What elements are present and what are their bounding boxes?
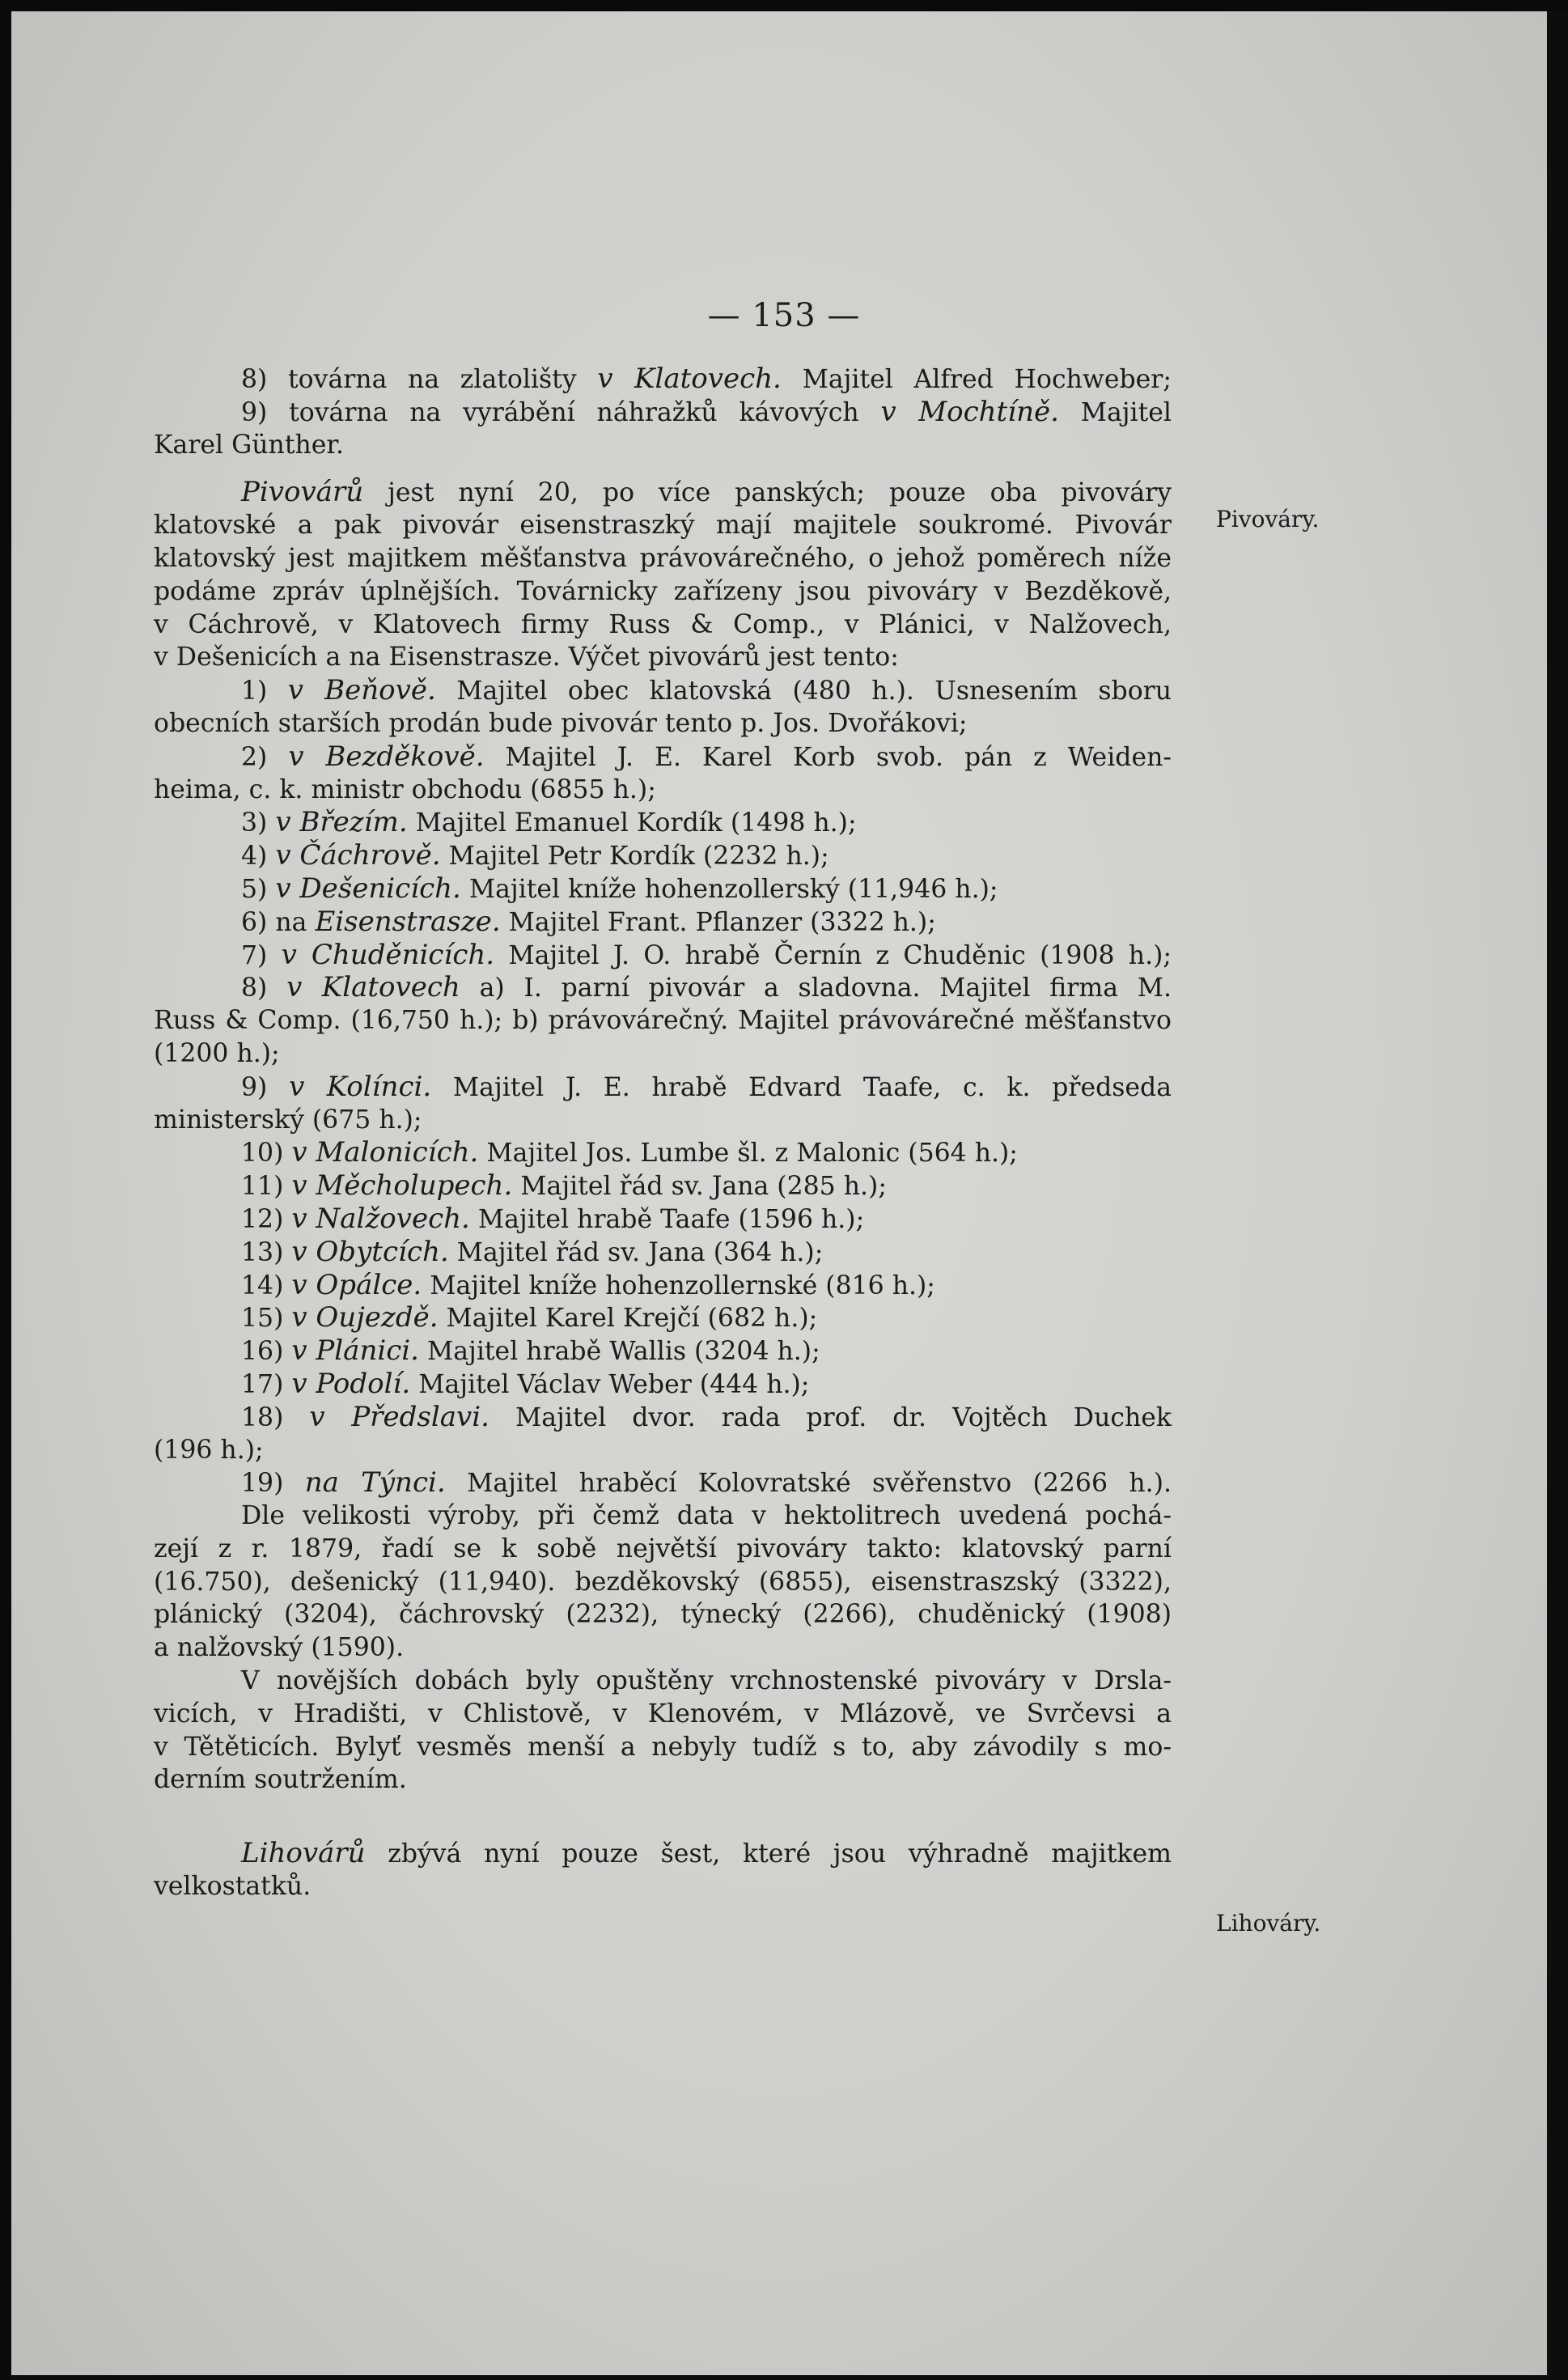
- text-line: heima, c. k. ministr obchodu (6855 h.);: [154, 774, 656, 804]
- list-item: 19) na Týnci. Majitel hraběcí Kolovratské svěřenstvo (2266 h.).: [241, 1466, 1172, 1500]
- text-line: podáme zpráv úplnějších. Továrnicky zařízeny jsou pivováry v Bezděkově,: [154, 576, 1172, 606]
- list-item: 7) v Chuděnicích. Majitel J. O. hrabě Černín z Chuděnic (1908 h.);: [241, 938, 1172, 971]
- list-item: 2) v Bezděkově. Majitel J. E. Karel Korb svob. pán z Weiden-: [241, 740, 1172, 773]
- text-line: ministerský (675 h.);: [154, 1105, 422, 1135]
- text-line: v Cáchrově, v Klatovech firmy Russ & Comp., v Plánici, v Nalžovech,: [154, 609, 1172, 639]
- text-line: Dle velikosti výroby, při čemž data v hektolitrech uvedená pochá-: [241, 1501, 1172, 1531]
- text-line: klatovský jest majitkem měšťanstva právovárečného, o jehož poměrech níže: [154, 543, 1172, 573]
- list-item: 5) v Dešenicích. Majitel kníže hohenzollerský (11,946 h.);: [241, 872, 998, 905]
- list-item: 3) v Březím. Majitel Emanuel Kordík (1498 h.);: [241, 806, 857, 839]
- list-item: 10) v Malonicích. Majitel Jos. Lumbe šl. z Malonic (564 h.);: [241, 1136, 1018, 1169]
- margin-note-lihovary: Lihováry.: [1216, 1910, 1321, 1937]
- text-line: velkostatků.: [154, 1872, 311, 1902]
- list-item: 8) v Klatovech a) I. parní pivovár a sladovna. Majitel firma M.: [241, 971, 1172, 1004]
- text-line: v Tětěticích. Bylyť vesměs menší a nebyly tudíž s to, aby závodily s mo-: [154, 1732, 1172, 1762]
- text-line: Pivovárů jest nyní 20, po více panských; pouze oba pivováry: [241, 476, 1172, 509]
- text-line: (196 h.);: [154, 1435, 264, 1465]
- body-text: [154, 363, 1172, 1903]
- scan-edge-top: [0, 0, 1568, 11]
- text-line: (1200 h.);: [154, 1038, 280, 1068]
- text-line: derním soutržením.: [154, 1765, 407, 1795]
- scan-edge-left: [0, 0, 11, 2380]
- list-item: 18) v Předslavi. Majitel dvor. rada prof. dr. Vojtěch Duchek: [241, 1400, 1172, 1433]
- list-item: 11) v Měcholupech. Majitel řád sv. Jana (285 h.);: [241, 1169, 887, 1203]
- text-line: klatovské a pak pivovár eisenstraszký mají majitele soukromé. Pivovár: [154, 511, 1172, 541]
- text-line: V novějších dobách byly opuštěny vrchnostenské pivováry v Drsla-: [241, 1666, 1172, 1696]
- list-item: 12) v Nalžovech. Majitel hrabě Taafe (1596 h.);: [241, 1202, 865, 1235]
- list-item: 17) v Podolí. Majitel Václav Weber (444 h.);: [241, 1367, 810, 1400]
- list-item: 4) v Čáchrově. Majitel Petr Kordík (2232 h.);: [241, 839, 829, 872]
- margin-note-pivovary: Pivováry.: [1216, 506, 1320, 532]
- text-line: vicích, v Hradišti, v Chlistově, v Klenovém, v Mlázově, ve Svrčevsi a: [154, 1699, 1172, 1729]
- text-line: 9) továrna na vyrábění náhražků kávových v Mochtíně. Majitel: [241, 395, 1172, 428]
- text-line: plánický (3204), čáchrovský (2232), týnecký (2266), chuděnický (1908): [154, 1600, 1172, 1630]
- list-item: 13) v Obytcích. Majitel řád sv. Jana (364 h.);: [241, 1235, 824, 1268]
- text-line: Russ & Comp. (16,750 h.); b) právovárečný. Majitel právovárečné měšťanstvo: [154, 1006, 1172, 1036]
- list-item: 9) v Kolínci. Majitel J. E. hrabě Edvard Taafe, c. k. předseda: [241, 1070, 1172, 1103]
- list-item: 16) v Plánici. Majitel hrabě Wallis (3204 h.);: [241, 1334, 820, 1368]
- list-item: 14) v Opálce. Majitel kníže hohenzollernské (816 h.);: [241, 1268, 935, 1301]
- text-line: obecních starších prodán bude pivovár tento p. Jos. Dvořákovi;: [154, 708, 968, 738]
- text-line: Karel Günther.: [154, 430, 345, 460]
- text-line: Lihovárů zbývá nyní pouze šest, které jsou výhradně majitkem: [241, 1837, 1172, 1870]
- page-number: — 153 —: [707, 297, 861, 334]
- list-item: 15) v Oujezdě. Majitel Karel Krejčí (682 h.);: [241, 1301, 818, 1334]
- text-line: a nalžovský (1590).: [154, 1633, 405, 1663]
- list-item: 1) v Beňově. Majitel obec klatovská (480 h.). Usnesením sboru: [241, 674, 1172, 707]
- text-line: v Dešenicích a na Eisenstrasze. Výčet pivovárů jest tento:: [154, 643, 899, 672]
- text-line: (16.750), dešenický (11,940). bezděkovský (6855), eisenstraszský (3322),: [154, 1567, 1172, 1597]
- list-item: 6) na Eisenstrasze. Majitel Frant. Pflanzer (3322 h.);: [241, 905, 936, 938]
- text-line: 8) továrna na zlatolišty v Klatovech. Majitel Alfred Hochweber;: [241, 363, 1172, 395]
- text-line: zejí z r. 1879, řadí se k sobě největší pivováry takto: klatovský parní: [154, 1534, 1172, 1563]
